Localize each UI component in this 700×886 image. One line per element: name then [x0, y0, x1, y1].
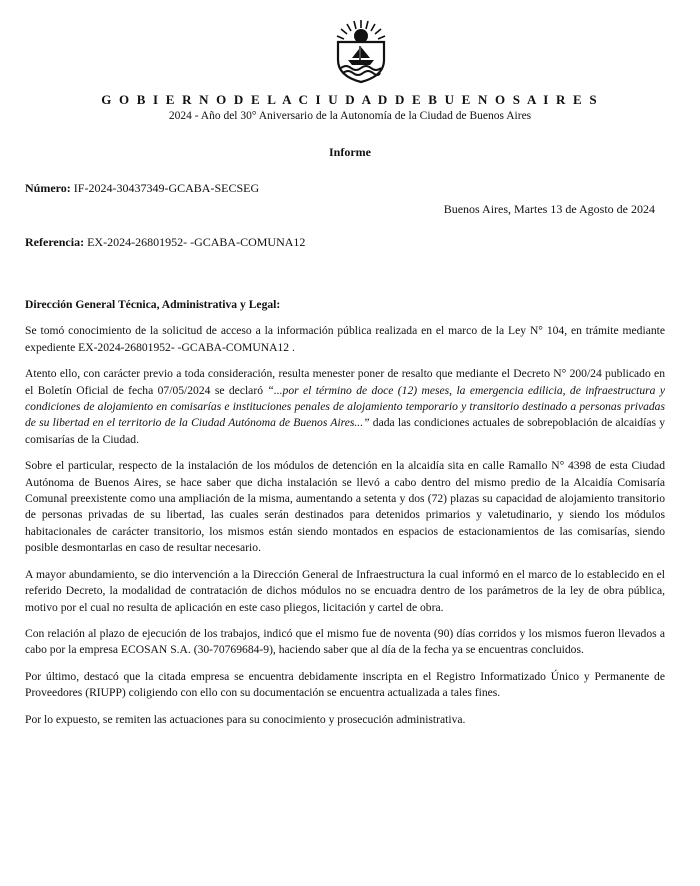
document-type: Informe: [329, 145, 371, 159]
year-motto: 2024 - Año del 30° Aniversario de la Autonomía de la Ciudad de Buenos Aires: [168, 110, 532, 122]
document-date: Buenos Aires, Martes 13 de Agosto de 2024: [443, 202, 655, 216]
paragraph-4: A mayor abundamiento, se dio intervención a la Dirección General de Infraestructura la cual informó en el marco de lo establecido en el referido Decreto, la modalidad de contratación de dichos módulos no se encuadra dentro de los parámetros de la ley de obra pública, motivo por el cual no resulta de aplicación en este caso pliegos, licitación y cartel de obra.: [25, 567, 665, 614]
paragraph-2-intro: Atento ello, con carácter previo a toda consideración, resulta menester poner de resalto que mediante el Decreto N° 200/24 publicado en el Boletín Oficial de fecha 07/05/2024 se declaró: [25, 367, 665, 397]
referencia-value: EX-2024-26801952- -GCABA-COMUNA12: [87, 235, 306, 249]
document-body: [25, 297, 665, 738]
paragraph-5: Con relación al plazo de ejecución de los trabajos, indicó que el mismo fue de noventa (90) días corridos y los mismos fueron llevados a cabo por la empresa ECOSAN S.A. (30-70769684-9), haciendo saber que al día de la fecha ya se encuentras concluidos.: [25, 626, 665, 657]
numero-line: [25, 181, 259, 196]
numero-value: IF-2024-30437349-GCABA-SECSEG: [73, 181, 260, 195]
direction-heading: Dirección General Técnica, Administrativa y Legal:: [25, 298, 281, 311]
coat-of-arms-icon: [330, 16, 392, 84]
decree-quote: “...por el término de doce (12) meses, la emergencia edilicia, de infraestructura y condiciones de alojamiento en comisarías e instituciones penales de alojamiento temporario y transitorio destinado a personas privadas de su libertad en el territorio de la Ciudad Autónoma de Buenos Aires...”: [25, 383, 665, 430]
referencia-label: Referencia:: [25, 235, 85, 249]
paragraph-2: [25, 366, 665, 448]
paragraph-7: Por lo expuesto, se remiten las actuaciones para su conocimiento y prosecución administrativa.: [25, 712, 466, 726]
paragraph-2-end: dada las condiciones actuales de sobrepoblación de alcaidías y comisarías de la Ciudad.: [25, 416, 665, 446]
numero-label: Número:: [25, 181, 71, 195]
paragraph-3: Sobre el particular, respecto de la instalación de los módulos de detención en la alcaidía sita en calle Ramallo N° 4398 de esta Ciudad Autónoma de Buenos Aires, se hace saber que dicha instalación se llevó a cabo dentro del mismo predio de la Alcaidía Comisaría Comunal preexistente como una ampliación de la misma, aumentando a setenta y dos (72) plazas su capacidad de alojamiento transitorio de personas privadas de su libertad, las cuales serán destinados para detenidos primarios y valetudinario, y siendo los módulos habitacionales de carácter transitorio, los mismos están siendo montados en espacios de estacionamientos de las comisarías, siendo posible desmontarlas en caso de resultar necesario.: [25, 459, 665, 555]
referencia-line: [25, 235, 305, 250]
paragraph-6: Por último, destacó que la citada empresa se encuentra debidamente inscripta en el Registro Informatizado Único y Permanente de Proveedores (RIUPP) coligiendo con ello con su documentación se encuentra actualizada a tales fines.: [25, 669, 665, 700]
paragraph-1: Se tomó conocimiento de la solicitud de acceso a la información pública realizada en el marco de la Ley N° 104, en trámite mediante expediente EX-2024-26801952- -GCABA-COMUNA12 .: [25, 324, 665, 354]
government-heading: G O B I E R N O D E L A C I U D A D D E B U E N O S A I R E S: [101, 92, 599, 107]
